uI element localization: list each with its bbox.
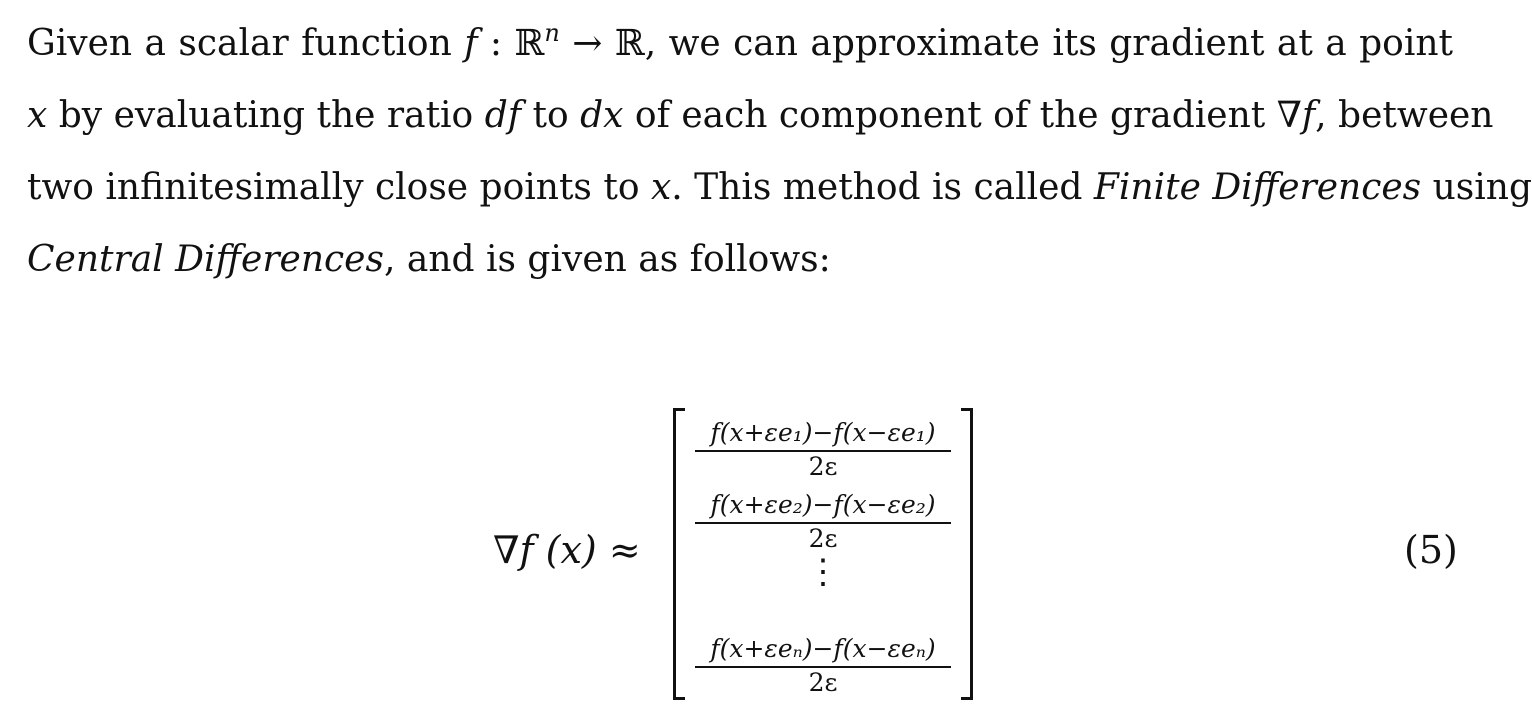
term-central-differences: Central Differences [27,239,384,280]
math-superscript-n: n [544,19,560,47]
text-span: . This method is called [671,167,1094,208]
text-span: : [477,23,515,64]
math-f: f [464,23,478,64]
matrix-row-n [691,634,955,698]
matrix-vdots: ⋮ [806,552,840,592]
fraction-numerator: f(x+εe₂)−f(x−εe₂) [695,490,951,524]
right-bracket [961,408,973,700]
equation-5 [0,404,1486,704]
math-gradient: ∇f [1276,95,1316,136]
matrix-row-1 [691,418,955,482]
equation-lhs: ∇f (x) ≈ [493,528,641,572]
text-span: Given a scalar function [27,23,465,64]
paragraph-line-2 [27,80,1494,152]
left-bracket [673,408,685,700]
text-span: using [1421,167,1532,208]
text-span: by evaluating the ratio [47,95,485,136]
matrix-row-2 [691,490,955,554]
math-x: x [650,167,672,208]
paragraph-line-1 [27,8,1453,80]
math-arrow: → [559,23,615,64]
text-span: two infinitesimally close points to [27,167,651,208]
term-finite-differences: Finite Differences [1093,167,1422,208]
fraction-numerator: f(x+εeₙ)−f(x−εeₙ) [695,634,951,668]
text-span: , between [1315,95,1494,136]
math-x: x [27,95,48,136]
text-span: , we can approximate its gradient at a point [644,23,1453,64]
fraction-numerator: f(x+εe₁)−f(x−εe₁) [695,418,951,452]
fraction-denominator: 2ε [808,668,838,697]
fraction-denominator: 2ε [808,524,838,553]
paragraph-line-3 [27,152,1532,224]
math-reals: ℝ [614,23,645,64]
math-dx: dx [580,95,624,136]
equation-number: (5) [1404,528,1458,572]
fraction-denominator: 2ε [808,452,838,481]
text-span: to [521,95,581,136]
text-span: of each component of the gradient [623,95,1277,136]
math-df: df [484,95,522,136]
text-span: , and is given as follows: [383,239,831,280]
math-reals: ℝ [514,23,545,64]
paragraph-line-4 [27,224,1453,296]
body-paragraph [27,8,1532,296]
gradient-column-vector [673,408,973,700]
